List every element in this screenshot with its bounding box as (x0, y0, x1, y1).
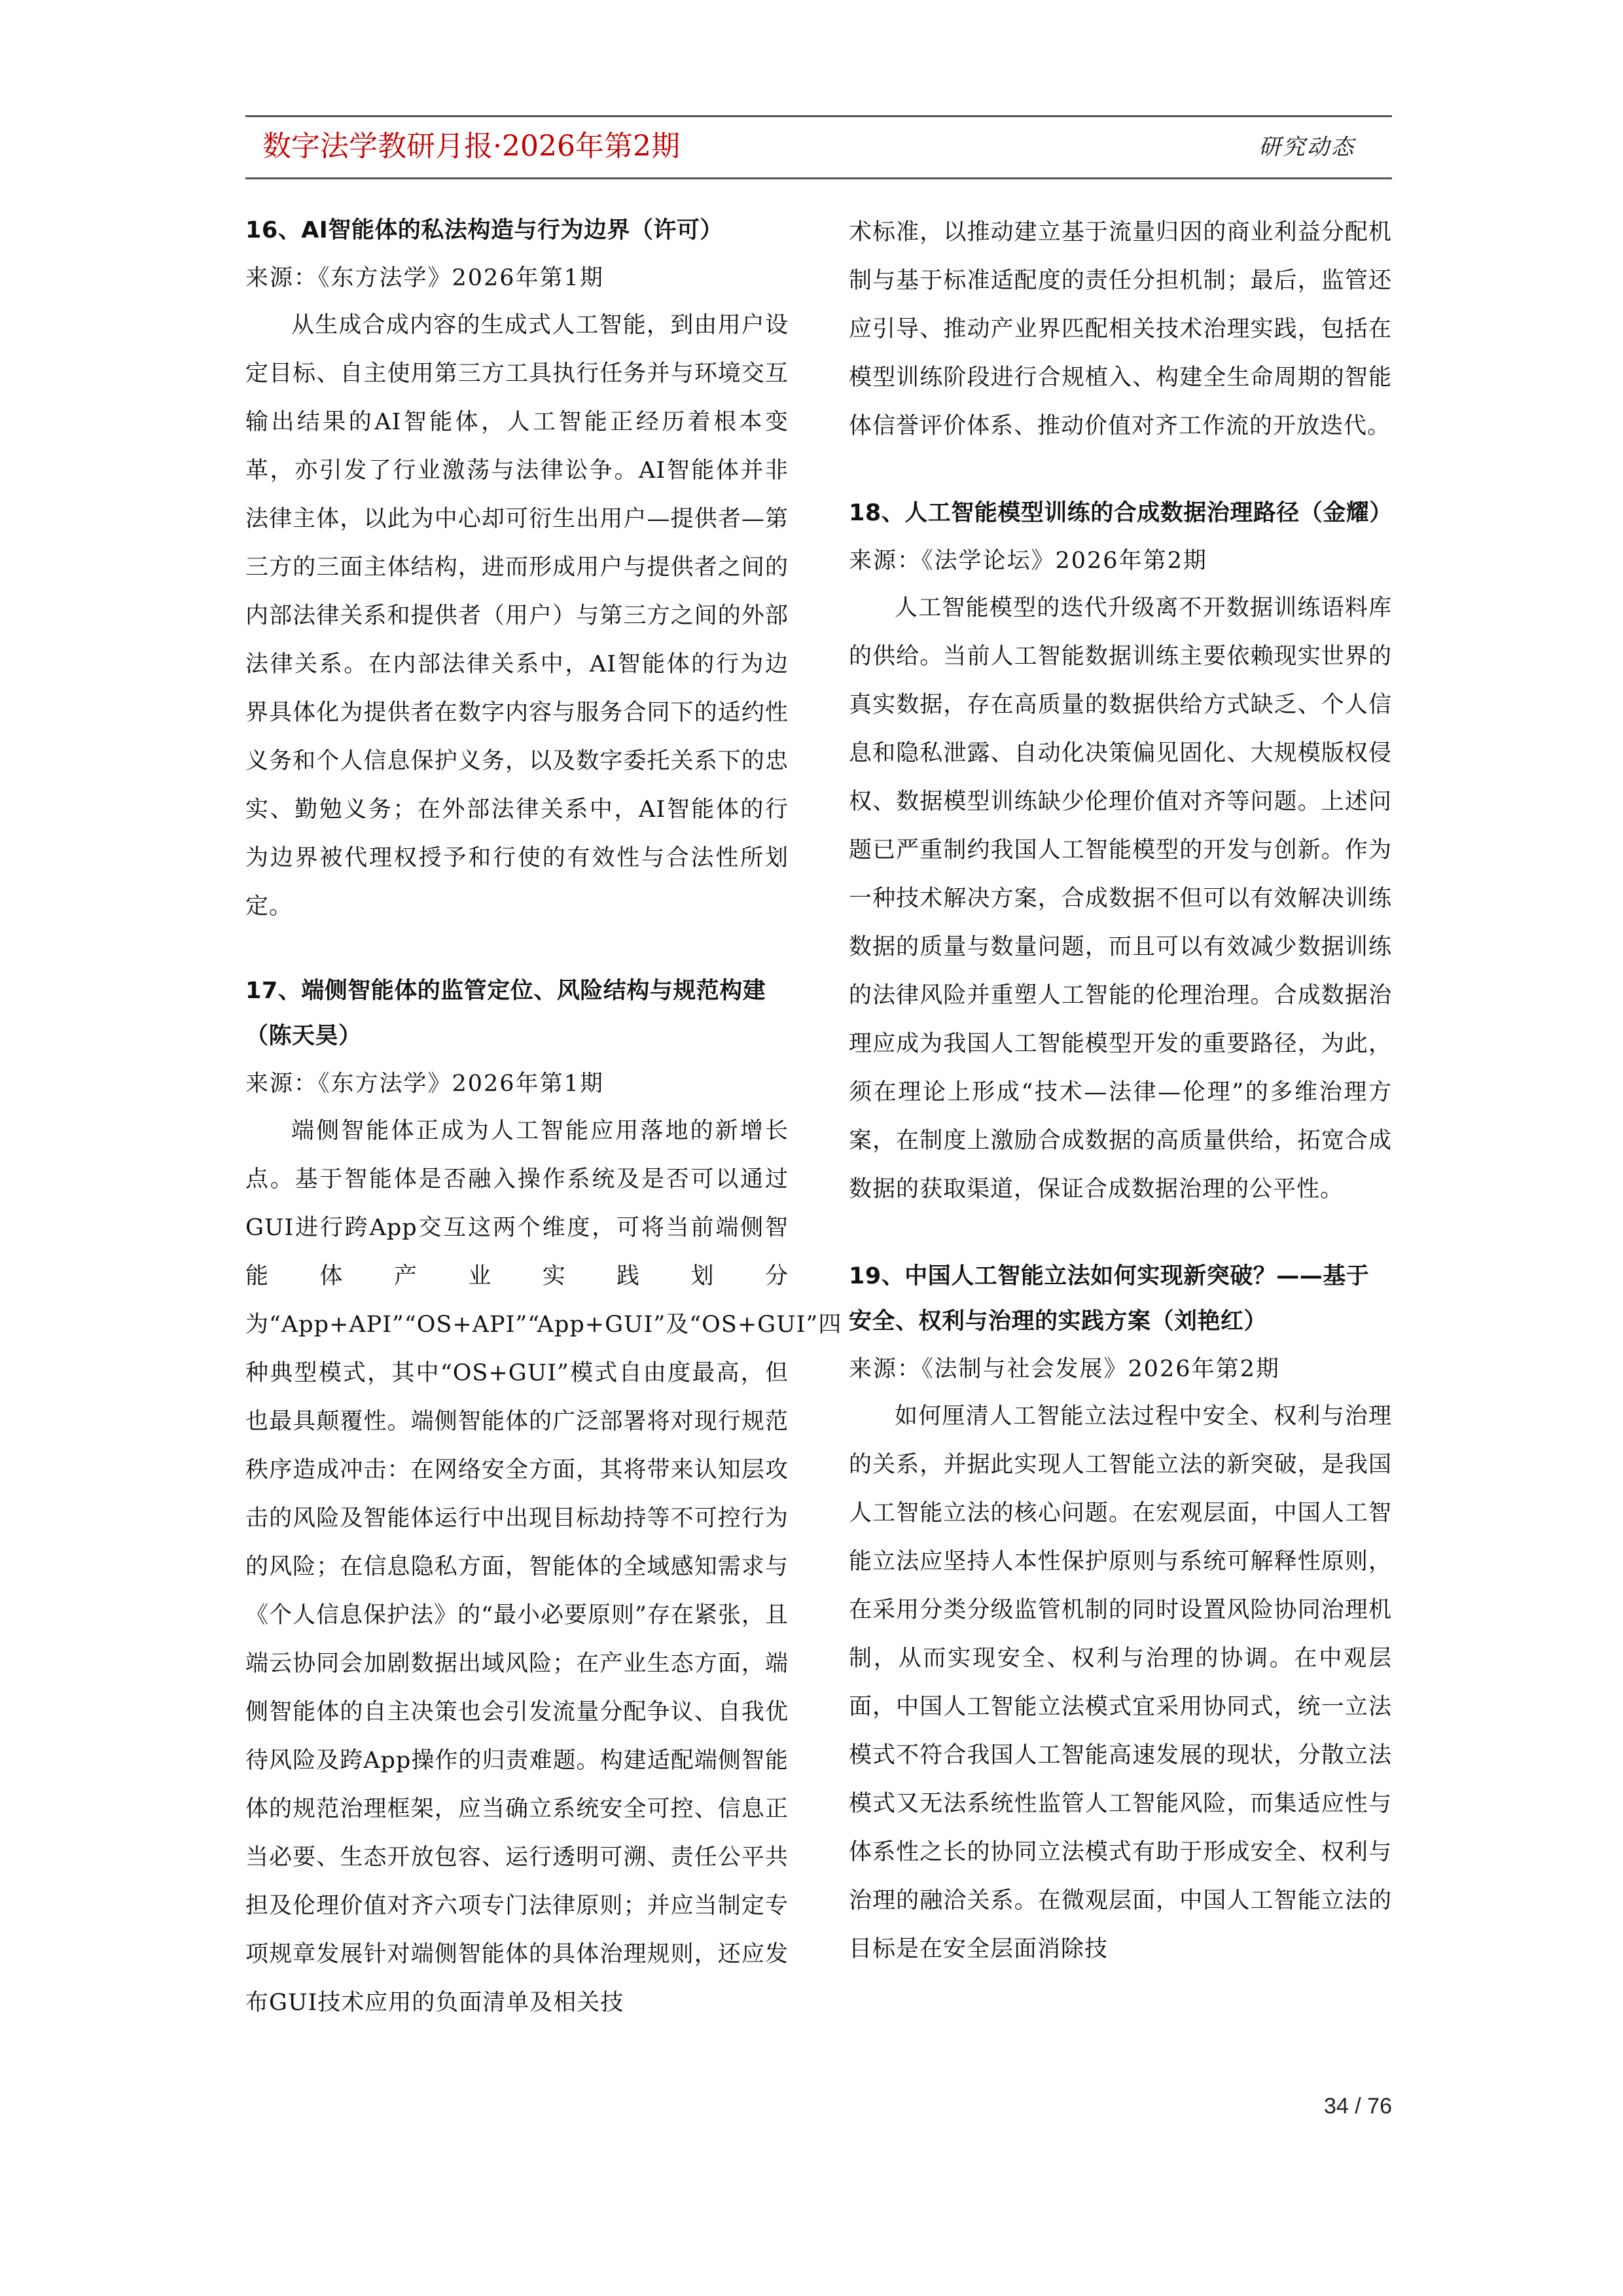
article-19-title: 19、中国人工智能立法如何实现新突破？——基于安全、权利与治理的实践方案（刘艳红） (849, 1263, 1370, 1335)
article-17-title: 17、端侧智能体的监管定位、风险结构与规范构建（陈天昊） (245, 978, 766, 1049)
article-spacer (849, 1213, 1392, 1254)
article-19-body: 如何厘清人工智能立法过程中安全、权利与治理的关系，并据此实现人工智能立法的新突破，是我国人工智能立法的核心问题。在宏观层面，中国人工智能立法应坚持人本性保护原则与系统可解释性原则，在采用分类分级监管机制的同时设置风险协同治理机制，从而实现安全、权利与治理的协调。在中观层面，中国人工智能立法模式宜采用协同式，统一立法模式不符合我国人工智能高速发展的现状，分散立法模式又无法系统性监管人工智能风险，而集适应性与体系性之长的协同立法模式有助于形成安全、权利与治理的融洽关系。在微观层面，中国人工智能立法的目标是在安全层面消除技 (849, 1403, 1392, 1962)
article-16 (245, 208, 789, 931)
journal-title: 数字法学教研月报·2026年第2期 (262, 130, 680, 163)
page-number: 34 / 76 (1324, 2094, 1392, 2119)
page-header (245, 115, 1392, 179)
article-19-source: 来源：《法制与社会发展》2026年第2期 (849, 1356, 1280, 1382)
article-18-title: 18、人工智能模型训练的合成数据治理路径（金耀） (849, 500, 1393, 526)
article-16-body: 从生成合成内容的生成式人工智能，到由用户设定目标、自主使用第三方工具执行任务并与环境交互输出结果的AI智能体，人工智能正经历着根本变革，亦引发了行业激荡与法律讼争。AI智能体并非法律主体，以此为中心却可衍生出用户—提供者—第三方的三面主体结构，进而形成用户与提供者之间的内部法律关系和提供者（用户）与第三方之间的外部法律关系。在内部法律关系中，AI智能体的行为边界具体化为提供者在数字内容与服务合同下的适约性义务和个人信息保护义务，以及数字委托关系下的忠实、勤勉义务；在外部法律关系中，AI智能体的行为边界被代理权授予和行使的有效性与合法性所划定。 (245, 312, 789, 920)
article-16-source: 来源：《东方法学》2026年第1期 (245, 265, 604, 291)
article-spacer (849, 450, 1392, 491)
article-16-title: 16、AI智能体的私法构造与行为边界（许可） (245, 217, 723, 243)
left-column (245, 208, 842, 2027)
article-17-body: 端侧智能体正成为人工智能应用落地的新增长点。基于智能体是否融入操作系统及是否可以通过GUI进行跨App交互这两个维度，可将当前端侧智能体产业实践划分为“App+API”“OS+API”“App+GUI”及“OS+GUI”四种典型模式，其中“OS+GUI”模式自由度最高，但也最具颠覆性。端侧智能体的广泛部署将对现行规范秩序造成冲击：在网络安全方面，其将带来认知层攻击的风险及智能体运行中出现目标劫持等不可控行为的风险；在信息隐私方面，智能体的全域感知需求与《个人信息保护法》的“最小必要原则”存在紧张，且端云协同会加剧数据出域风险；在产业生态方面，端侧智能体的自主决策也会引发流量分配争议、自我优待风险及跨App操作的归责难题。构建适配端侧智能体的规范治理框架，应当确立系统安全可控、信息正当必要、生态开放包容、运行透明可溯、责任公平共担及伦理价值对齐六项专门法律原则；并应当制定专项规章发展针对端侧智能体的具体治理规则，还应发布GUI技术应用的负面清单及相关技 (245, 1118, 842, 2016)
article-17 (245, 969, 842, 2027)
article-spacer (245, 931, 789, 969)
article-18-body: 人工智能模型的迭代升级离不开数据训练语料库的供给。当前人工智能数据训练主要依赖现实世界的真实数据，存在高质量的数据供给方式缺乏、个人信息和隐私泄露、自动化决策偏见固化、大规模版权侵权、数据模型训练缺少伦理价值对齐等问题。上述问题已严重制约我国人工智能模型的开发与创新。作为一种技术解决方案，合成数据不但可以有效解决训练数据的质量与数量问题，而且可以有效减少数据训练的法律风险并重塑人工智能的伦理治理。合成数据治理应成为我国人工智能模型开发的重要路径，为此，须在理论上形成“技术—法律—伦理”的多维治理方案，在制度上激励合成数据的高质量供给，拓宽合成数据的获取渠道，保证合成数据治理的公平性。 (849, 595, 1392, 1202)
article-18 (849, 491, 1392, 1213)
section-name: 研究动态 (1258, 134, 1355, 160)
right-column (849, 208, 1392, 1973)
article-17-source: 来源：《东方法学》2026年第1期 (245, 1071, 604, 1097)
article-17-body-continued: 术标准，以推动建立基于流量归因的商业利益分配机制与基于标准适配度的责任分担机制；最后，监管还应引导、推动产业界匹配相关技术治理实践，包括在模型训练阶段进行合规植入、构建全生命周期的智能体信誉评价体系、推动价值对齐工作流的开放迭代。 (849, 219, 1392, 439)
article-18-source: 来源：《法学论坛》2026年第2期 (849, 548, 1207, 574)
article-19 (849, 1254, 1392, 1973)
